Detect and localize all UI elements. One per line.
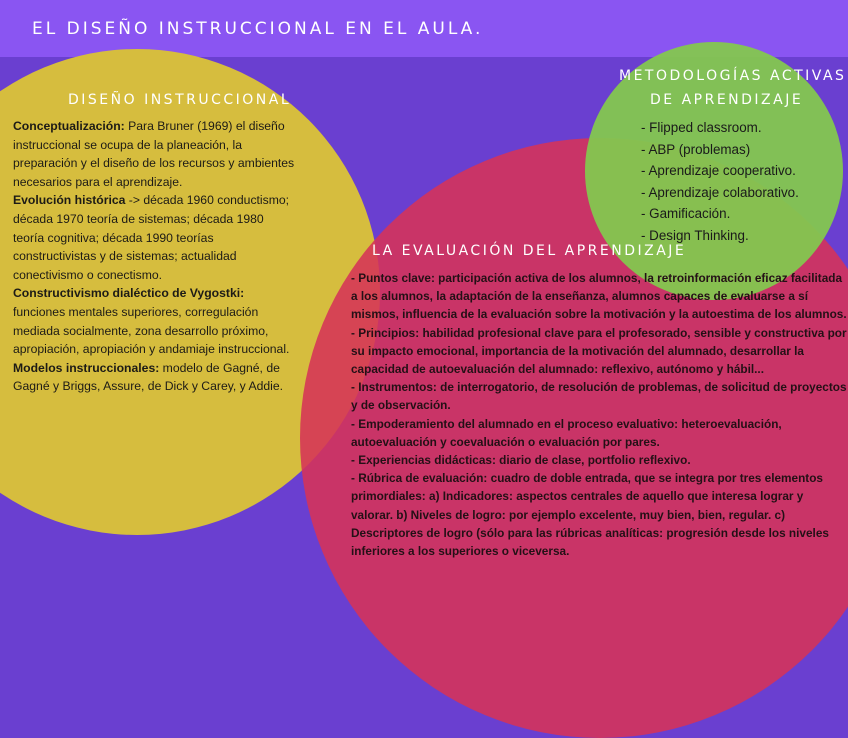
diseno-item-text: modelo de Gagné, de Gagné y Briggs, Assure, de Dick y Carey, y Addie. (13, 360, 284, 394)
diseno-item-label: Constructivismo dialéctico de Vygostki: (13, 286, 245, 301)
metodologia-item: - Flipped classroom. (641, 120, 762, 135)
diseno-item (13, 359, 295, 396)
diseno-text (13, 117, 295, 396)
metodologias-heading-line1: METODOLOGÍAS ACTIVAS (619, 68, 847, 84)
metodologias-list (641, 117, 841, 246)
evaluacion-item: - Instrumentos: de interrogatorio, de resolución de problemas, de solicitud de proyectos y de observación. (351, 380, 847, 413)
evaluacion-item: - Rúbrica de evaluación: cuadro de doble entrada, que se integra por tres elementos primordiales: a) Indicadores: aspectos centrales de aquello que interesa lograr y valorar. b) Niveles de logro: por ejemplo excelente, muy bien, bien, regular. c) Descriptores de logro (sólo para las rúbricas analíticas: progresión desde los niveles inferiores a los superiores o viceversa. (351, 471, 829, 559)
diseno-item (13, 117, 295, 191)
evaluacion-item: - Puntos clave: participación activa de los alumnos, la retroinformación eficaz facilitada a los alumnos, la adaptación de la enseñanza, alumnos capaces de evaluarse a sí mismos, influencia de la evaluación sobre la motivación y la autoestima de los alumnos. (351, 271, 847, 322)
diseno-item-label: Modelos instruccionales: (13, 360, 160, 375)
diseno-item-text: Para Bruner (1969) el diseño instruccional se ocupa de la planeación, la preparación y el diseño de los recursos y ambientes necesarios para el aprendizaje. (13, 119, 295, 189)
diseno-heading: DISEÑO INSTRUCCIONAL (68, 92, 292, 108)
metodologia-item: - Aprendizaje colaborativo. (641, 184, 799, 200)
evaluacion-text (351, 269, 847, 560)
diseno-item-text: -> década 1960 conductismo; década 1970 teoría de sistemas; década 1980 teoría cognitiva; década 1990 teorías constructivistas y de sistemas; actualidad conectivismo o conectismo. (13, 193, 290, 282)
metodologia-item: - ABP (problemas) (641, 141, 751, 157)
evaluacion-item: - Principios: habilidad profesional clave para el profesorado, sensible y constructiva por su impacto emocional, importancia de la motivación del alumnado, desarrollar la capacidad de autoevaluación del alumnado: reflexivo, autónomo y hábil... (351, 325, 847, 377)
metodologia-item: - Gamificación. (641, 206, 731, 221)
diseno-item (13, 284, 295, 358)
diseno-item-label: Conceptualización: (13, 119, 125, 133)
page-title: EL DISEÑO INSTRUCCIONAL EN EL AULA. (32, 19, 484, 39)
metodologia-item: - Aprendizaje cooperativo. (641, 163, 796, 178)
evaluacion-heading: LA EVALUACIÓN DEL APRENDIZAJE (372, 243, 687, 259)
evaluacion-item: - Empoderamiento del alumnado en el proceso evaluativo: heteroevaluación, autoevaluación y coevaluación o evaluación por pares. (351, 416, 782, 449)
metodologias-heading-line2: DE APRENDIZAJE (650, 92, 804, 108)
metodologia-item: - Design Thinking. (641, 227, 749, 243)
diseno-item (13, 191, 295, 284)
diseno-item-text: funciones mentales superiores, corregulación mediada socialmente, zona desarrollo próximo, apropiación, apropiación y andamiaje instruccional. (13, 304, 290, 357)
diseno-item-label: Evolución histórica (13, 193, 126, 208)
evaluacion-item: - Experiencias didácticas: diario de clase, portfolio reflexivo. (351, 453, 691, 468)
